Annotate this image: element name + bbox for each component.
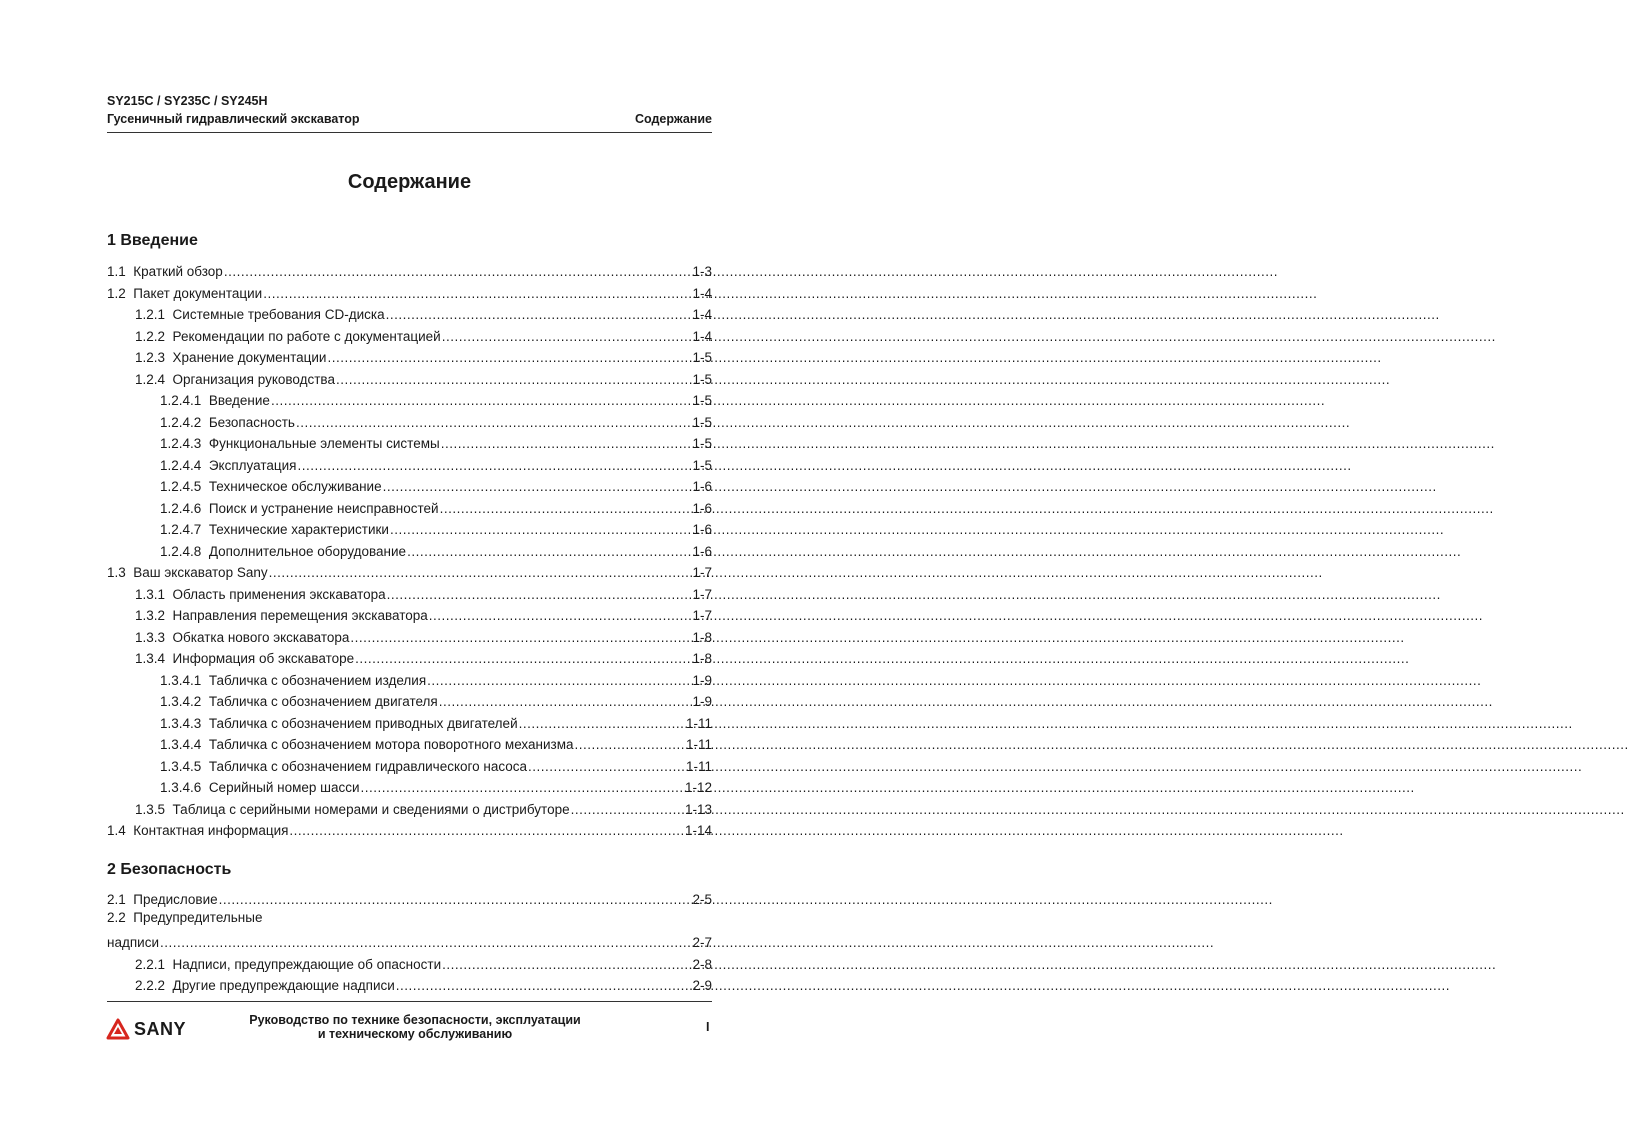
toc-entry-page: 1-11 [685,737,712,752]
page-title: Содержание [347,171,472,193]
toc-leader-dots [296,415,692,431]
footer-page-number: I [706,1020,710,1034]
toc-entry[interactable] [107,260,712,280]
toc-entry-number: 1.3.4.5 [160,758,202,774]
toc-entry-page: 1-9 [692,672,712,688]
toc-entry-page: 1-5 [692,371,712,387]
toc-entry-page: 2-5 [692,892,712,907]
toc-leader-dots [442,329,692,345]
toc-entry-title: Краткий обзор [133,264,223,279]
toc-entry-title: Информация об экскаваторе [172,651,355,666]
toc-leader-dots [361,780,684,796]
toc-entry-number: 1.2.4.3 [160,436,202,451]
toc-entry[interactable] [135,953,712,973]
toc-entry-title: Таблица с серийными номерами и сведениями о дистрибуторе [172,801,570,817]
toc-leader-dots [429,608,692,624]
toc-entry-page: 2-7 [692,935,712,950]
toc-entry-page: 1-6 [692,479,712,494]
header-section: Содержание [634,112,712,126]
toc-entry-page: 2-8 [692,956,712,972]
toc-leader-dots [383,479,692,495]
toc-entry[interactable] [160,776,712,796]
toc-entry-number: 1.2.3 [135,350,166,365]
toc-leader-dots [297,458,691,474]
toc-entry-page: 1-8 [692,651,712,666]
toc-entry[interactable] [107,888,712,908]
toc-entry-title: Другие предупреждающие надписи [172,978,395,993]
sany-logo-icon [107,1019,129,1039]
toc-entry-number: 1.3.2 [135,608,166,623]
toc-leader-dots [289,823,684,839]
toc-entry-page: 1-7 [692,586,712,602]
toc-entry-number: 1.3.5 [135,801,166,817]
toc-entry[interactable] [160,733,712,753]
toc-entry-number: 1.3.4.2 [160,694,202,709]
toc-entry-title: Организация руководства [172,371,335,387]
toc-entry[interactable] [135,583,712,603]
toc-entry-number: 1.2.4.8 [160,543,202,559]
toc-leader-dots [396,978,692,994]
header-subtitle: Гусеничный гидравлический экскаватор [107,112,360,126]
toc-entry-page: 1-6 [692,522,712,537]
toc-entry-number: 1.3.4.1 [160,672,202,688]
toc-leader-dots [575,737,685,753]
toc-entry[interactable] [107,931,712,951]
toc-entry-title: Дополнительное оборудование [208,543,407,559]
toc-entry[interactable] [160,690,712,710]
toc-entry-page: 2-9 [692,978,712,993]
toc-leader-dots [442,957,691,973]
toc-entry-title: Направления перемещения экскаватора [172,608,428,623]
section-heading-intro: 1 Введение [107,232,198,249]
toc-entry[interactable] [107,282,712,302]
toc-entry-number: 1.3.4.4 [160,737,202,752]
toc-entry-number: 1.2 [107,285,126,301]
toc-entry-title: Функциональные элементы системы [208,436,440,451]
toc-entry-title: Хранение документации [172,350,327,365]
toc-entry-title: Рекомендации по работе с документацией [172,328,441,344]
toc-entry-number: 1.3 [107,565,126,580]
header-row [107,112,712,130]
toc-entry-page: 1-4 [692,307,712,322]
toc-leader-dots [160,935,692,951]
toc-entry-number: 1.4 [107,823,126,838]
toc-leader-dots [571,802,684,818]
toc-entry-page: 1-6 [692,543,712,559]
toc-entry-page: 1-14 [684,823,712,838]
footer-divider [107,1001,712,1002]
toc-leader-dots [355,651,691,667]
toc-entry[interactable] [135,626,712,646]
toc-leader-dots [528,759,685,775]
toc-entry[interactable] [160,454,712,474]
toc-entry-number: 1.2.4.2 [160,414,202,430]
toc-entry-title: Контактная информация [133,823,289,838]
toc-leader-dots [336,372,692,388]
toc-entry-title: Техническое обслуживание [208,479,382,494]
toc-leader-dots [439,694,692,710]
toc-entry-number: 1.2.4.1 [160,393,202,408]
toc-entry-page: 1-8 [692,629,712,645]
logo-text: SANY [134,1018,187,1039]
toc-leader-dots [263,286,691,302]
toc-entry-number: 1.3.3 [135,629,166,645]
toc-entry-page: 1-5 [692,350,712,365]
toc-entry-number: 2.2.2 [135,978,166,993]
toc-entry-number: 2.1 [107,892,126,907]
toc-leader-dots [390,522,692,538]
toc-entry[interactable] [135,325,712,345]
toc-entry[interactable] [135,303,712,323]
toc-entry-title-cont: надписи [107,935,159,950]
toc-leader-dots [407,544,691,560]
toc-entry-number: 1.3.4.3 [160,715,202,731]
toc-entry-page: 1-9 [692,694,712,709]
toc-entry[interactable] [160,669,712,689]
toc-entry[interactable] [160,389,712,409]
toc-entry[interactable] [135,346,712,366]
toc-entry-title: Табличка с обозначением мотора поворотного механизма [208,737,574,752]
toc-entry[interactable] [160,712,712,732]
toc-entry-page: 1-7 [692,565,712,580]
toc-leader-dots [269,565,692,581]
toc-entry[interactable] [160,540,712,560]
toc-entry[interactable] [107,561,712,581]
toc-entry-number: 2.2.1 [135,956,166,972]
toc-entry-number: 1.2.4.4 [160,457,202,473]
toc-entry-number: 1.2.1 [135,307,166,322]
toc-leader-dots [427,673,691,689]
toc-entry[interactable] [160,432,712,452]
toc-leader-dots [219,892,692,908]
toc-entry-number: 1.1 [107,264,126,279]
toc-entry-title: Безопасность [208,414,295,430]
toc-entry-first-line[interactable] [107,910,262,926]
toc-entry-page: 1-11 [685,715,712,731]
toc-entry-page: 1-11 [685,758,712,774]
toc-entry-page: 1-4 [692,285,712,301]
toc-entry-title: Ваш экскаватор Sany [133,565,268,580]
toc-entry[interactable] [135,647,712,667]
footer-line-2: и техническому обслуживанию [317,1027,513,1041]
toc-entry-title: Надписи, предупреждающие об опасности [172,956,442,972]
toc-entry-title: Предисловие [133,892,218,907]
toc-entry-page: 1-5 [692,414,712,430]
toc-entry-page: 1-7 [692,608,712,623]
toc-entry-title: Табличка с обозначением двигателя [208,694,438,709]
toc-entry[interactable] [160,518,712,538]
toc-entry-title: Серийный номер шасси [208,780,360,795]
toc-leader-dots [271,393,692,409]
toc-leader-dots [224,264,692,280]
toc-entry-title: Системные требования CD-диска [172,307,385,322]
toc-entry-number: 1.2.4 [135,371,166,387]
toc-entry-page: 1-4 [692,328,712,344]
toc-leader-dots [387,587,692,603]
toc-entry-page: 1-6 [692,500,712,516]
toc-entry[interactable] [160,755,712,775]
toc-entry-title: Область применения экскаватора [172,586,386,602]
toc-entry[interactable] [160,475,712,495]
toc-entry[interactable] [135,974,712,994]
footer-manual-title [225,1013,605,1041]
toc-entry[interactable] [107,819,712,839]
toc-leader-dots [440,501,692,517]
sany-logo [107,1017,186,1041]
toc-entry-number: 1.3.1 [135,586,166,602]
toc-entry-number: 1.2.4.5 [160,479,202,494]
toc-entry[interactable] [135,368,712,388]
toc-entry[interactable] [160,497,712,517]
toc-leader-dots [519,716,685,732]
header-divider [107,132,712,133]
toc-entry-title: Введение [208,393,270,408]
toc-entry[interactable] [135,798,712,818]
toc-entry-number: 1.2.4.7 [160,522,202,537]
toc-entry-number: 1.3.4 [135,651,166,666]
toc-entry-title: Поиск и устранение неисправностей [208,500,439,516]
toc-entry-number: 2.2 [107,909,126,925]
toc-entry-number: 1.2.4.6 [160,500,202,516]
toc-entry-page: 1-5 [692,436,712,451]
toc-entry-title: Предупредительные [133,909,263,925]
toc-entry-title: Табличка с обозначением гидравлического насоса [208,758,528,774]
toc-leader-dots [327,350,691,366]
toc-entry-title: Табличка с обозначением изделия [208,672,427,688]
header-model: SY215C / SY235C / SY245H [107,94,268,108]
toc-entry-title: Пакет документации [133,285,263,301]
toc-entry-page: 1-12 [684,780,712,795]
toc-entry-page: 1-3 [692,264,712,279]
toc-entry-page: 1-5 [692,457,712,473]
footer-line-1: Руководство по технике безопасности, эксплуатации [249,1013,581,1027]
toc-entry-number: 1.2.2 [135,328,166,344]
toc-entry[interactable] [160,411,712,431]
toc-entry-number: 1.3.4.6 [160,780,202,795]
toc-entry-title: Обкатка нового экскаватора [172,629,350,645]
toc-entry-title: Технические характеристики [208,522,389,537]
toc-entry-page: 1-5 [692,393,712,408]
toc-entry[interactable] [135,604,712,624]
toc-leader-dots [350,630,691,646]
toc-leader-dots [441,436,692,452]
toc-leader-dots [386,307,692,323]
toc-entry-title: Табличка с обозначением приводных двигателей [208,715,518,731]
toc-entry-page: 1-13 [684,801,712,817]
toc-entry-title: Эксплуатация [208,457,297,473]
section-heading-safety: 2 Безопасность [107,861,232,878]
